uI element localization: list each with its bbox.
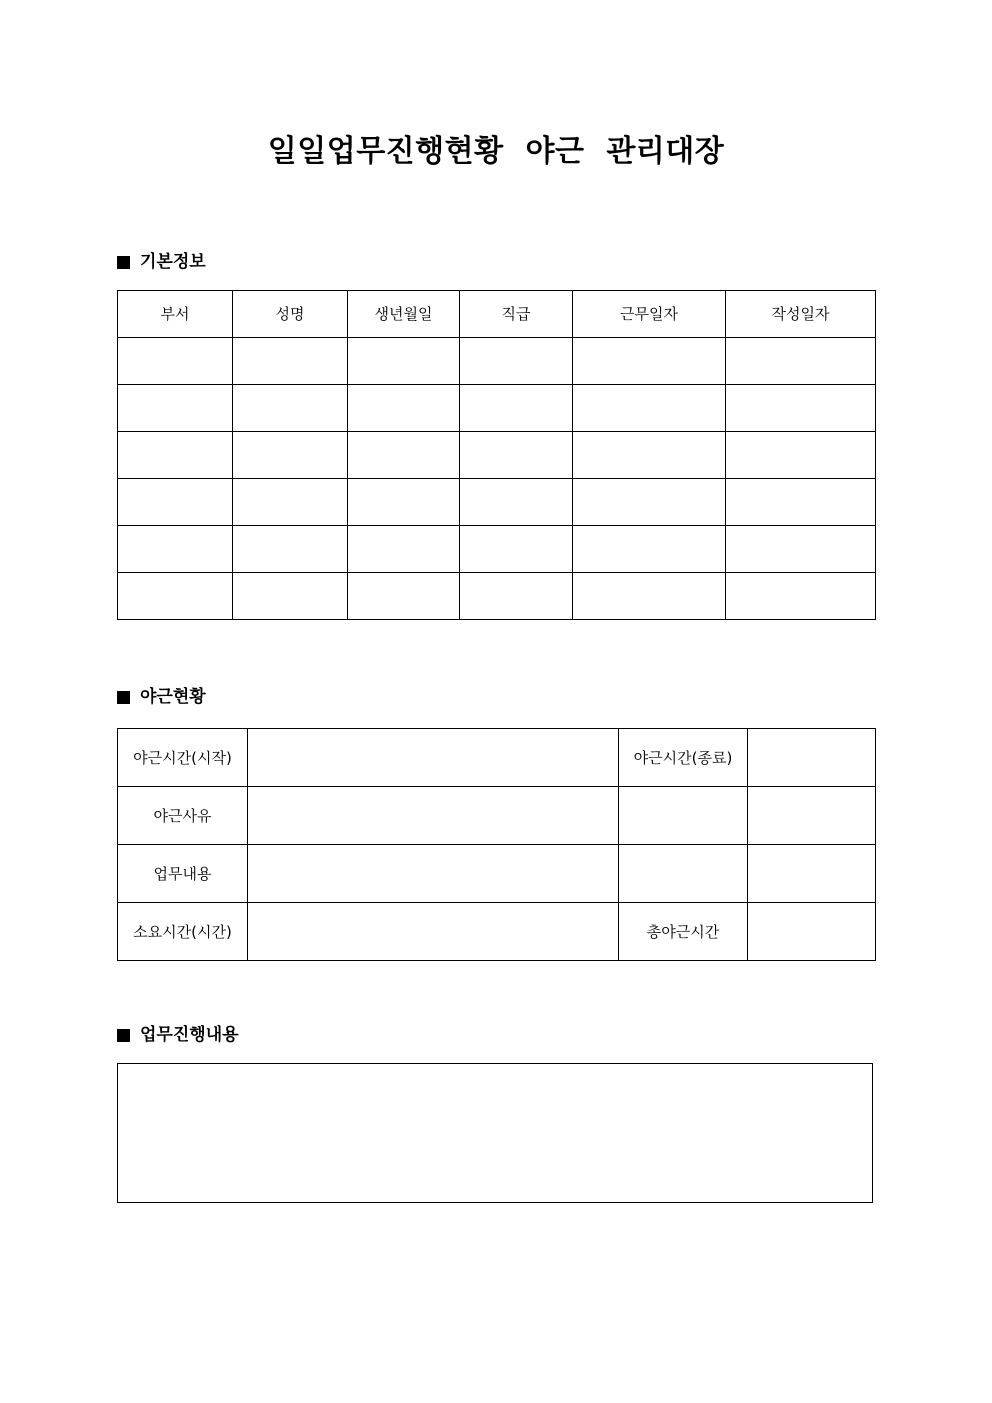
value-overtime-reason-extra-b[interactable] (748, 787, 876, 845)
section-heading-label: 기본정보 (140, 252, 206, 272)
table-row-duration-total (118, 903, 876, 961)
cell-position[interactable] (460, 479, 573, 526)
cell-department[interactable] (118, 573, 233, 620)
label-overtime-reason: 야근사유 (118, 787, 248, 845)
cell-work-date[interactable] (573, 432, 726, 479)
cell-birthdate[interactable] (348, 479, 460, 526)
cell-department[interactable] (118, 385, 233, 432)
table-row (118, 573, 876, 620)
cell-position[interactable] (460, 338, 573, 385)
table-row (118, 526, 876, 573)
table-row-work-content (118, 845, 876, 903)
table-header-row (118, 291, 876, 338)
cell-name[interactable] (233, 338, 348, 385)
table-row (118, 385, 876, 432)
column-header-position: 직급 (460, 291, 573, 338)
cell-written-date[interactable] (726, 432, 876, 479)
value-work-content-extra-b[interactable] (748, 845, 876, 903)
cell-written-date[interactable] (726, 526, 876, 573)
cell-work-date[interactable] (573, 479, 726, 526)
cell-position[interactable] (460, 526, 573, 573)
cell-name[interactable] (233, 479, 348, 526)
cell-work-date[interactable] (573, 385, 726, 432)
table-row-overtime-reason (118, 787, 876, 845)
column-header-written-date: 작성일자 (726, 291, 876, 338)
cell-written-date[interactable] (726, 573, 876, 620)
page-title: 일일업무진행현황 야근 관리대장 (267, 134, 725, 169)
cell-work-date[interactable] (573, 338, 726, 385)
cell-written-date[interactable] (726, 479, 876, 526)
cell-name[interactable] (233, 432, 348, 479)
basic-info-table (117, 290, 876, 620)
work-detail-textbox[interactable] (117, 1063, 873, 1203)
cell-birthdate[interactable] (348, 432, 460, 479)
label-overtime-start: 야근시간(시작) (118, 729, 248, 787)
cell-written-date[interactable] (726, 385, 876, 432)
value-total-overtime-hours[interactable] (748, 903, 876, 961)
column-header-birthdate: 생년월일 (348, 291, 460, 338)
value-overtime-reason[interactable] (248, 787, 619, 845)
section-heading-label: 야근현황 (140, 687, 206, 707)
cell-name[interactable] (233, 573, 348, 620)
cell-birthdate[interactable] (348, 385, 460, 432)
table-row (118, 432, 876, 479)
label-total-overtime-hours: 총야근시간 (619, 903, 748, 961)
section-heading-overtime-status (117, 685, 206, 709)
cell-work-date[interactable] (573, 526, 726, 573)
cell-work-date[interactable] (573, 573, 726, 620)
column-header-work-date: 근무일자 (573, 291, 726, 338)
column-header-department: 부서 (118, 291, 233, 338)
cell-name[interactable] (233, 385, 348, 432)
table-row-overtime-start-end (118, 729, 876, 787)
label-overtime-end: 야근시간(종료) (619, 729, 748, 787)
label-work-content: 업무내용 (118, 845, 248, 903)
cell-birthdate[interactable] (348, 573, 460, 620)
bullet-square-icon (117, 256, 130, 269)
section-heading-basic-info (117, 250, 206, 274)
cell-written-date[interactable] (726, 338, 876, 385)
column-header-name: 성명 (233, 291, 348, 338)
cell-position[interactable] (460, 573, 573, 620)
value-overtime-start[interactable] (248, 729, 619, 787)
cell-birthdate[interactable] (348, 338, 460, 385)
cell-department[interactable] (118, 526, 233, 573)
overtime-status-table (117, 728, 876, 961)
value-work-content[interactable] (248, 845, 619, 903)
section-heading-label: 업무진행내용 (140, 1025, 239, 1045)
bullet-square-icon (117, 691, 130, 704)
value-overtime-end[interactable] (748, 729, 876, 787)
cell-position[interactable] (460, 385, 573, 432)
cell-department[interactable] (118, 479, 233, 526)
value-work-content-extra-a[interactable] (619, 845, 748, 903)
cell-department[interactable] (118, 338, 233, 385)
section-heading-work-detail (117, 1023, 239, 1047)
bullet-square-icon (117, 1029, 130, 1042)
cell-department[interactable] (118, 432, 233, 479)
value-duration-hours[interactable] (248, 903, 619, 961)
label-duration-hours: 소요시간(시간) (118, 903, 248, 961)
cell-birthdate[interactable] (348, 526, 460, 573)
value-overtime-reason-extra-a[interactable] (619, 787, 748, 845)
table-row (118, 479, 876, 526)
cell-position[interactable] (460, 432, 573, 479)
cell-name[interactable] (233, 526, 348, 573)
table-row (118, 338, 876, 385)
